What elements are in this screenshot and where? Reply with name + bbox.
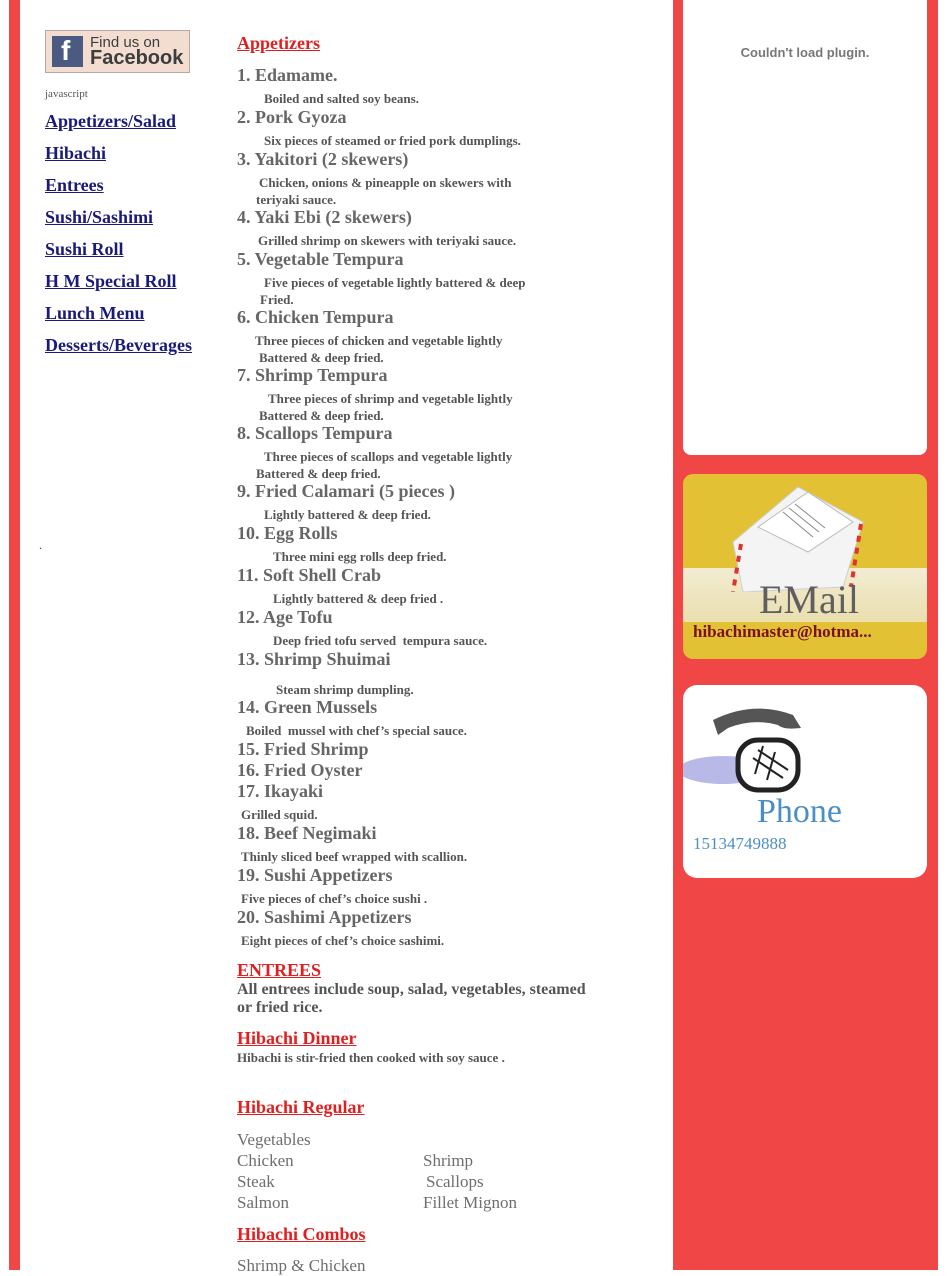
menu-item-desc: Three pieces of chicken and vegetable lightly: [255, 333, 503, 348]
menu-item-title: 6. Chicken Tempura: [237, 307, 394, 327]
menu-item-title: 2. Pork Gyoza: [237, 107, 347, 127]
nav-hm-special-roll[interactable]: H M Special Roll: [45, 271, 177, 291]
nav-appetizers-salad[interactable]: Appetizers/Salad: [45, 111, 177, 131]
menu-item-desc: Eight pieces of chef’s choice sashimi.: [241, 933, 445, 948]
regular-item: Chicken: [237, 1151, 294, 1170]
left-red-border: [9, 0, 20, 1270]
phone-panel: [683, 685, 927, 878]
facebook-badge-big-text: Facebook: [90, 47, 184, 69]
facebook-logo-icon: f: [52, 36, 83, 67]
regular-item: Steak: [237, 1172, 275, 1191]
entrees-note: All entrees include soup, salad, vegetables, steamed or fried rice.: [237, 981, 586, 1016]
menu-item-desc: Grilled shrimp on skewers with teriyaki sauce.: [258, 233, 517, 248]
menu-item-title: 20. Sashimi Appetizers: [237, 907, 412, 927]
hibachi-dinner-heading: Hibachi Dinner: [237, 1028, 357, 1048]
menu-item-title: 8. Scallops Tempura: [237, 423, 393, 443]
menu-item-title: 15. Fried Shrimp: [237, 739, 369, 759]
menu-item-desc: Three pieces of scallops and vegetable lightly: [264, 449, 513, 464]
email-title: EMail: [759, 577, 859, 622]
menu-item-desc: Five pieces of chef’s choice sushi .: [241, 891, 428, 906]
menu-item-title: 4. Yaki Ebi (2 skewers): [237, 207, 412, 227]
hibachi-regular-heading: Hibachi Regular: [237, 1097, 365, 1117]
menu-item-desc: Six pieces of steamed or fried pork dumplings.: [264, 133, 521, 148]
menu-item-title: 18. Beef Negimaki: [237, 823, 377, 843]
regular-item: Scallops: [426, 1172, 484, 1191]
combo-item: Shrimp & Chicken: [237, 1256, 366, 1275]
menu-item-title: 14. Green Mussels: [237, 697, 378, 717]
javascript-label: javascript: [45, 88, 88, 100]
menu-item-title: 9. Fried Calamari (5 pieces ): [237, 481, 455, 501]
menu-item-desc: Battered & deep fried.: [256, 466, 381, 481]
facebook-badge-small-text: Find us on: [90, 34, 161, 51]
plugin-panel: [683, 0, 927, 455]
menu-item-desc: Boiled and salted soy beans.: [264, 91, 419, 106]
appetizers-heading: Appetizers: [237, 33, 320, 53]
menu-item-title: 12. Age Tofu: [237, 607, 333, 627]
nav-hibachi[interactable]: Hibachi: [45, 143, 107, 163]
menu-item-desc: Boiled mussel with chef’s special sauce.: [246, 723, 467, 738]
menu-item-title: 5. Vegetable Tempura: [237, 249, 404, 269]
nav-entrees[interactable]: Entrees: [45, 175, 104, 195]
menu-item-desc: teriyaki sauce.: [256, 192, 337, 207]
menu-item-desc: Fried.: [260, 292, 294, 307]
telephone-icon: [683, 700, 823, 800]
email-address-link[interactable]: hibachimaster@hotma...: [693, 622, 872, 641]
email-panel[interactable]: [683, 474, 927, 659]
menu-item-desc: Chicken, onions & pineapple on skewers with: [259, 175, 512, 190]
menu-item-desc: Five pieces of vegetable lightly battered & deep: [264, 275, 526, 290]
menu-item-title: 3. Yakitori (2 skewers): [237, 149, 409, 169]
hibachi-combos-heading: Hibachi Combos: [237, 1224, 366, 1244]
hibachi-dinner-note: Hibachi is stir-fried then cooked with soy sauce .: [237, 1050, 505, 1065]
menu-item-title: 16. Fried Oyster: [237, 760, 363, 780]
regular-item: Shrimp: [423, 1151, 474, 1170]
menu-item-desc: Deep fried tofu served tempura sauce.: [273, 633, 488, 648]
menu-item-title: 11. Soft Shell Crab: [237, 565, 382, 585]
nav-sushi-sashimi[interactable]: Sushi/Sashimi: [45, 207, 154, 227]
menu-item-title: 17. Ikayaki: [237, 781, 324, 801]
nav-sushi-roll[interactable]: Sushi Roll: [45, 239, 124, 259]
regular-item: Fillet Mignon: [423, 1193, 517, 1212]
regular-item: Vegetables: [237, 1130, 311, 1149]
nav-desserts-beverages[interactable]: Desserts/Beverages: [45, 335, 192, 355]
menu-item-title: 19. Sushi Appetizers: [237, 865, 393, 885]
stray-dot: .: [39, 538, 42, 552]
facebook-badge[interactable]: [45, 30, 190, 73]
menu-item-desc: Battered & deep fried.: [259, 350, 384, 365]
phone-title: Phone: [757, 793, 842, 830]
menu-item-desc: Lightly battered & deep fried .: [273, 591, 444, 606]
menu-item-desc: Steam shrimp dumpling.: [276, 682, 414, 697]
plugin-error-message: Couldn't load plugin.: [740, 45, 870, 60]
entrees-heading: ENTREES: [237, 960, 322, 980]
menu-item-title: 13. Shrimp Shuimai: [237, 649, 391, 669]
menu-item-desc: Battered & deep fried.: [259, 408, 384, 423]
menu-item-desc: Thinly sliced beef wrapped with scallion.: [241, 849, 468, 864]
menu-item-title: 10. Egg Rolls: [237, 523, 338, 543]
phone-number[interactable]: 15134749888: [693, 834, 787, 853]
regular-item: Salmon: [237, 1193, 289, 1212]
menu-item-title: 7. Shrimp Tempura: [237, 365, 388, 385]
menu-item-desc: Lightly battered & deep fried.: [264, 507, 431, 522]
menu-item-desc: Three mini egg rolls deep fried.: [273, 549, 447, 564]
menu-item-desc: Grilled squid.: [241, 807, 318, 822]
menu-item-desc: Three pieces of shrimp and vegetable lightly: [268, 391, 513, 406]
menu-item-title: 1. Edamame.: [237, 65, 338, 85]
nav-lunch-menu[interactable]: Lunch Menu: [45, 303, 145, 323]
